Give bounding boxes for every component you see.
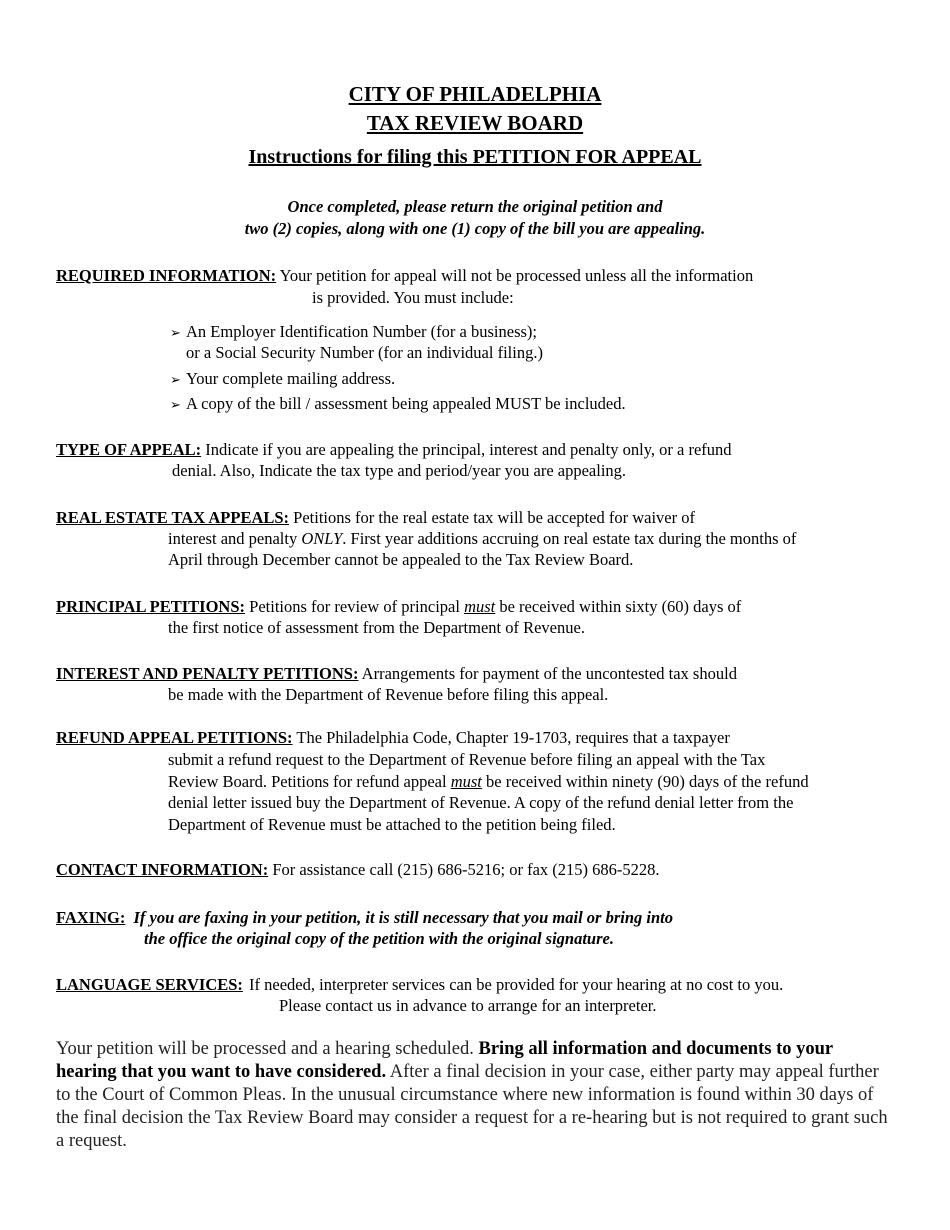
closing-bold-text: Bring all information and documents to your hearing that you want to have considered. bbox=[56, 1039, 833, 1082]
realestate-only-emphasis: ONLY bbox=[301, 529, 343, 548]
realestate-text-2c: . First year additions accruing on real estate tax during the months of bbox=[342, 529, 797, 548]
required-line-1 bbox=[56, 265, 753, 286]
refund-must-emphasis: must bbox=[450, 772, 482, 791]
principal-must-emphasis: must bbox=[464, 597, 496, 616]
faxing-text-2: the office the original copy of the petition with the original signature. bbox=[144, 929, 614, 948]
refund-heading: REFUND APPEAL PETITIONS: bbox=[56, 728, 293, 747]
faxing-text-1: If you are faxing in your petition, it is still necessary that you mail or bring into bbox=[133, 908, 674, 927]
required-text-1: Your petition for appeal will not be processed unless all the information bbox=[279, 266, 754, 285]
realestate-text-1: Petitions for the real estate tax will be accepted for waiver of bbox=[293, 508, 695, 527]
principal-text-1c: be received within sixty (60) days of bbox=[495, 597, 742, 616]
refund-text-1: The Philadelphia Code, Chapter 19-1703, requires that a taxpayer bbox=[296, 728, 730, 747]
bullet-1-text-a: An Employer Identification Number (for a business); bbox=[186, 322, 537, 341]
realestate-text-3: April through December cannot be appealed to the Tax Review Board. bbox=[168, 550, 634, 569]
language-text-2: Please contact us in advance to arrange for an interpreter. bbox=[279, 996, 657, 1015]
type-text-2: denial. Also, Indicate the tax type and period/year you are appealing. bbox=[172, 461, 627, 480]
interest-text-2: be made with the Department of Revenue before filing this appeal. bbox=[168, 685, 609, 704]
contact-line-1 bbox=[56, 859, 660, 880]
required-bullet-3 bbox=[170, 393, 626, 416]
required-bullet-1 bbox=[170, 321, 537, 344]
principal-heading: PRINCIPAL PETITIONS: bbox=[56, 597, 246, 616]
type-heading: TYPE OF APPEAL: bbox=[56, 440, 202, 459]
closing-paragraph bbox=[56, 1038, 894, 1153]
notice-line-2: two (2) copies, along with one (1) copy of the bill you are appealing. bbox=[244, 219, 706, 238]
realestate-line-1 bbox=[56, 507, 695, 528]
faxing-heading: FAXING: bbox=[56, 908, 126, 927]
title-instructions: Instructions for filing this PETITION FOR APPEAL bbox=[248, 146, 702, 168]
refund-text-3a: Review Board. Petitions for refund appeal bbox=[168, 772, 451, 791]
principal-text-2: the first notice of assessment from the Department of Revenue. bbox=[168, 618, 585, 637]
title-board: TAX REVIEW BOARD bbox=[366, 111, 584, 135]
refund-text-4: denial letter issued buy the Department of Revenue. A copy of the refund denial letter from the bbox=[168, 793, 794, 812]
required-heading: REQUIRED INFORMATION: bbox=[56, 266, 277, 285]
realestate-heading: REAL ESTATE TAX APPEALS: bbox=[56, 508, 290, 527]
bullet-2-text: Your complete mailing address. bbox=[186, 369, 396, 388]
arrow-bullet-icon: ➢ bbox=[170, 398, 181, 413]
interest-line-1 bbox=[56, 663, 737, 684]
arrow-bullet-icon: ➢ bbox=[170, 326, 181, 341]
title-city: CITY OF PHILADELPHIA bbox=[348, 82, 602, 106]
closing-text-2: After a final decision in your case, either party may appeal further to the Court of Common Pleas. In the unusual circumstance where new information is found within 30 days of the final decision the Tax Review Board may consider a request for a re-hearing but is not required to grant such a request. bbox=[56, 1062, 888, 1151]
principal-text-1a: Petitions for review of principal bbox=[249, 597, 465, 616]
faxing-line-1 bbox=[56, 907, 673, 928]
contact-text-1: For assistance call (215) 686-5216; or fax (215) 686-5228. bbox=[272, 860, 660, 879]
realestate-text-2a: interest and penalty bbox=[168, 529, 302, 548]
realestate-line-2 bbox=[168, 528, 796, 549]
language-text-1: If needed, interpreter services can be provided for your hearing at no cost to you. bbox=[249, 975, 784, 994]
type-text-1: Indicate if you are appealing the principal, interest and penalty only, or a refund bbox=[205, 440, 732, 459]
type-line-1 bbox=[56, 439, 732, 460]
language-heading: LANGUAGE SERVICES: bbox=[56, 975, 243, 994]
refund-line-1 bbox=[56, 727, 730, 748]
refund-text-5: Department of Revenue must be attached to the petition being filed. bbox=[168, 815, 616, 834]
notice-line-1: Once completed, please return the original petition and bbox=[287, 197, 663, 216]
closing-text-1: Your petition will be processed and a hearing scheduled. bbox=[56, 1039, 479, 1059]
language-line-1 bbox=[56, 974, 783, 995]
refund-line-3 bbox=[168, 771, 809, 792]
bullet-3-text: A copy of the bill / assessment being appealed MUST be included. bbox=[186, 394, 626, 413]
refund-text-2: submit a refund request to the Department of Revenue before filing an appeal with the Tax bbox=[168, 750, 766, 769]
required-bullet-2 bbox=[170, 368, 395, 391]
required-text-2: is provided. You must include: bbox=[312, 288, 514, 307]
contact-heading: CONTACT INFORMATION: bbox=[56, 860, 269, 879]
bullet-1-text-b: or a Social Security Number (for an individual filing.) bbox=[186, 343, 543, 362]
arrow-bullet-icon: ➢ bbox=[170, 373, 181, 388]
principal-line-1 bbox=[56, 596, 741, 617]
interest-text-1: Arrangements for payment of the uncontested tax should bbox=[361, 664, 737, 683]
refund-text-3c: be received within ninety (90) days of the refund bbox=[481, 772, 809, 791]
interest-heading: INTEREST AND PENALTY PETITIONS: bbox=[56, 664, 359, 683]
